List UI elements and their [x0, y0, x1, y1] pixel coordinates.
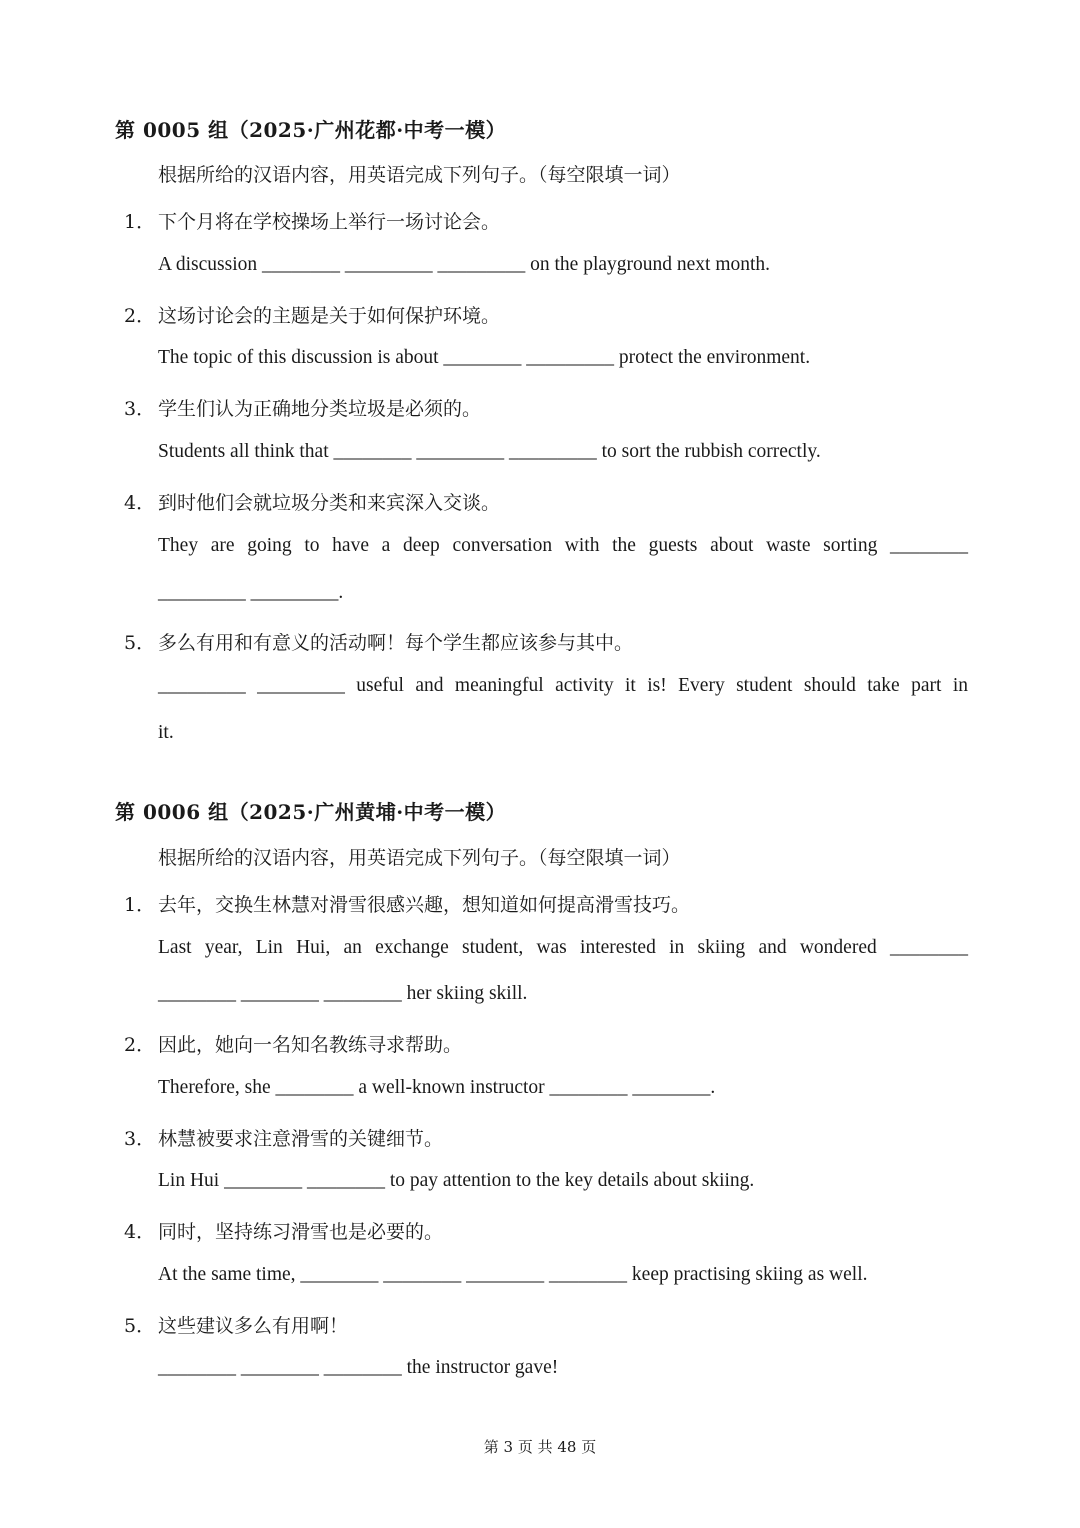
question-answer-continuation: ________ ________ ________ her skiing skill.	[158, 983, 528, 1004]
question-answer-line: They are going to have a deep conversation with the guests about waste sorting ________	[158, 535, 968, 556]
question-chinese: 去年，交换生林慧对滑雪很感兴趣，想知道如何提高滑雪技巧。	[158, 894, 691, 916]
question-answer-line: ________ ________ ________ the instructor gave!	[158, 1357, 559, 1378]
question-answer-line: Students all think that ________ _________ _________ to sort the rubbish correctly.	[158, 441, 821, 462]
section-heading: 第 0005 组（2025·广州花都·中考一模）	[115, 118, 507, 142]
question-number: 5．	[124, 1315, 156, 1337]
question-chinese: 下个月将在学校操场上举行一场讨论会。	[158, 211, 501, 233]
question-answer-line: At the same time, ________ ________ ________ ________ keep practising skiing as well.	[158, 1264, 868, 1285]
question-answer-line: _________ _________ useful and meaningful activity it is! Every student should take part in	[158, 675, 968, 696]
question-answer-continuation: _________ _________.	[158, 582, 344, 603]
question-chinese: 多么有用和有意义的活动啊！每个学生都应该参与其中。	[158, 632, 634, 654]
question-number: 2．	[124, 1034, 156, 1056]
question-number: 4．	[124, 1221, 156, 1243]
question-chinese: 同时，坚持练习滑雪也是必要的。	[158, 1221, 444, 1243]
question-number: 3．	[124, 1128, 156, 1150]
question-chinese: 学生们认为正确地分类垃圾是必须的。	[158, 398, 482, 420]
question-number: 4．	[124, 492, 156, 514]
question-number: 2．	[124, 305, 156, 327]
question-answer-line: Lin Hui ________ ________ to pay attention to the key details about skiing.	[158, 1170, 755, 1191]
question-number: 5．	[124, 632, 156, 654]
section-heading: 第 0006 组（2025·广州黄埔·中考一模）	[115, 800, 507, 824]
question-answer-line: A discussion ________ _________ _________ on the playground next month.	[158, 254, 771, 275]
question-answer-line: Last year, Lin Hui, an exchange student, was interested in skiing and wondered ________	[158, 937, 968, 958]
section-instruction: 根据所给的汉语内容，用英语完成下列句子。（每空限填一词）	[158, 164, 681, 186]
question-chinese: 这场讨论会的主题是关于如何保护环境。	[158, 305, 501, 327]
question-number: 3．	[124, 398, 156, 420]
page-footer: 第 3 页 共 48 页	[483, 1438, 597, 1456]
question-answer-line: Therefore, she ________ a well-known instructor ________ ________.	[158, 1077, 716, 1098]
question-chinese: 因此，她向一名知名教练寻求帮助。	[158, 1034, 463, 1056]
question-chinese: 这些建议多么有用啊！	[158, 1315, 349, 1337]
question-number: 1．	[124, 894, 156, 916]
question-answer-line: The topic of this discussion is about ________ _________ protect the environment.	[158, 347, 811, 368]
question-answer-continuation: it.	[158, 722, 174, 743]
section-instruction: 根据所给的汉语内容，用英语完成下列句子。（每空限填一词）	[158, 847, 681, 869]
question-number: 1．	[124, 211, 156, 233]
question-chinese: 林慧被要求注意滑雪的关键细节。	[158, 1128, 444, 1150]
question-chinese: 到时他们会就垃圾分类和来宾深入交谈。	[158, 492, 501, 514]
